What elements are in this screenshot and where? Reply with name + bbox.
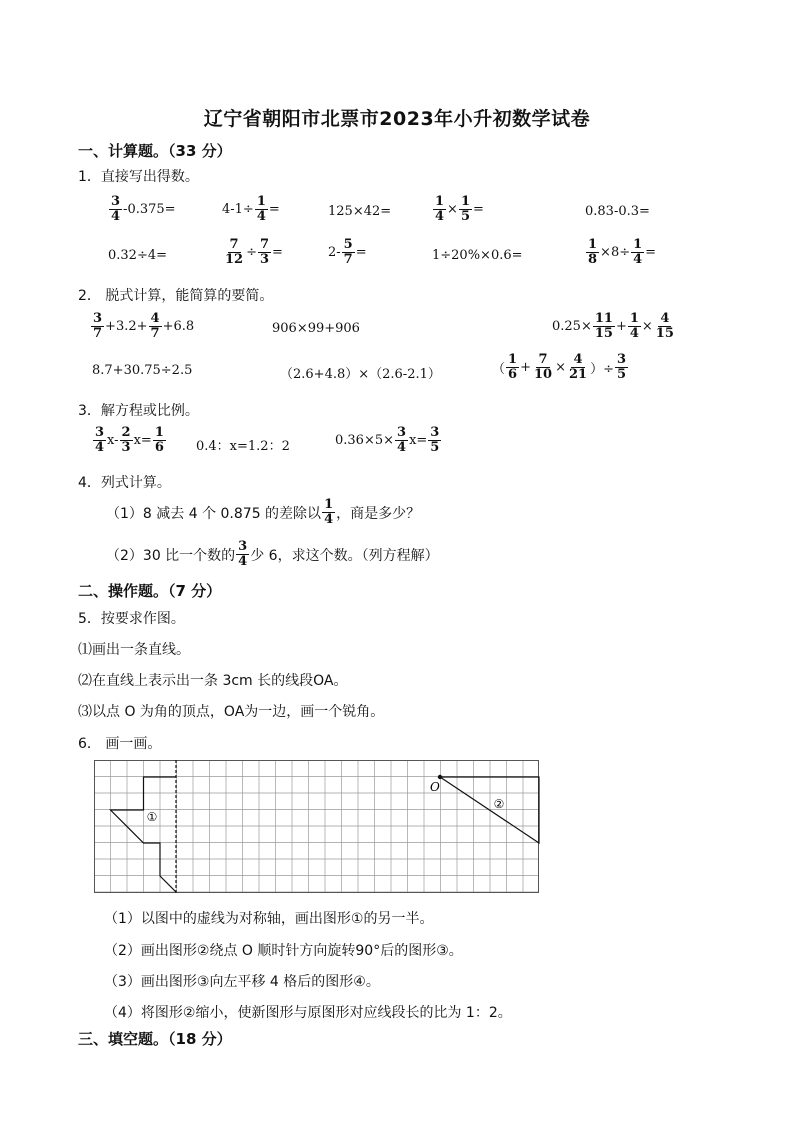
q1-item-g: $\frac{7}{12}$ ÷ $\frac{7}{3}$ =: [225, 237, 283, 267]
fraction: $\frac{5}{7}$: [343, 237, 353, 267]
q3-item-a: $\frac{3}{4}$ x- $\frac{2}{3}$ x= $\frac{1}{6}$: [95, 425, 164, 455]
q2-item-d: 8.7+30.75÷2.5: [92, 363, 193, 378]
section-2-heading: 二、操作题。（7 分）: [78, 582, 222, 600]
fraction: $\frac{3}{4}$: [238, 539, 248, 569]
question-6: 6． 画一画。: [78, 736, 162, 752]
fraction: $\frac{3}{4}$: [111, 194, 121, 224]
point-o-dot: [438, 775, 442, 779]
fraction: $\frac{4}{21}$: [568, 352, 588, 382]
question-5: 5．按要求作图。: [78, 611, 185, 627]
q6-step-1: （1）以图中的虚线为对称轴，画出图形①的另一半。: [104, 911, 434, 927]
q5-step-2: ⑵在直线上表示出一条 3cm 长的线段OA。: [78, 673, 348, 689]
shape-2-label: ②: [493, 797, 505, 811]
fraction: $\frac{7}{3}$: [260, 237, 270, 267]
grid-lines: [94, 760, 539, 893]
shape-1-label: ①: [146, 810, 158, 824]
fraction: $\frac{3}{7}$: [93, 311, 103, 341]
fraction: $\frac{11}{15}$: [594, 311, 613, 341]
fraction: $\frac{1}{8}$: [588, 237, 598, 267]
q2-item-b: 906×99+906: [272, 321, 360, 336]
point-o-label: O: [430, 780, 440, 794]
q6-step-4: （4）将图形②缩小，使新图形与原图形对应线段长的比为 1：2。: [104, 1005, 512, 1021]
page-title: 辽宁省朝阳市北票市2023年小升初数学试卷: [203, 108, 591, 130]
section-1-heading: 一、计算题。（33 分）: [78, 142, 232, 160]
fraction: $\frac{3}{4}$: [397, 425, 407, 455]
fraction: $\frac{3}{5}$: [430, 425, 440, 455]
fraction: $\frac{1}{6}$: [508, 352, 518, 382]
question-1: 1．直接写出得数。: [78, 169, 199, 185]
q1-item-i: 1÷20%×0.6=: [432, 248, 523, 263]
q3-item-b: 0.4：x=1.2：2: [196, 439, 290, 454]
grid-figure: [94, 760, 540, 894]
section-3-heading: 三、填空题。（18 分）: [78, 1030, 232, 1048]
fraction: $\frac{1}{4}$: [629, 311, 639, 341]
q2-item-c: 0.25× $\frac{11}{15}$ + $\frac{1}{4}$ × $\frac{4}{15}$: [552, 311, 674, 341]
q1-item-c: 125×42=: [328, 204, 392, 219]
q5-step-1: ⑴画出一条直线。: [78, 642, 190, 658]
fraction: $\frac{3}{4}$: [95, 425, 105, 455]
fraction: $\frac{4}{7}$: [150, 311, 160, 341]
q1-item-b: 4-1÷ $\frac{1}{4}$ =: [222, 194, 280, 224]
fraction: $\frac{3}{5}$: [616, 352, 627, 382]
q1-item-e: 0.83-0.3=: [585, 204, 650, 219]
shape-2-triangle: [440, 777, 539, 843]
fraction: $\frac{4}{15}$: [655, 311, 674, 341]
q4-part-2: （2）30 比一个数的 $\frac{3}{4}$ 少 6，求这个数。（列方程解）: [106, 539, 439, 569]
q2-item-e: （2.6+4.8）×（2.6-2.1）: [280, 367, 441, 382]
fraction: $\frac{2}{3}$: [121, 425, 131, 455]
fraction: $\frac{1}{4}$: [633, 237, 643, 267]
fraction: $\frac{1}{5}$: [460, 194, 470, 224]
fraction: $\frac{7}{12}$: [225, 237, 244, 267]
q1-item-f: 0.32÷4=: [108, 248, 168, 263]
q1-item-d: $\frac{1}{4}$ × $\frac{1}{5}$ =: [435, 194, 484, 224]
question-3: 3．解方程或比例。: [78, 403, 199, 419]
fraction: $\frac{1}{4}$: [256, 194, 266, 224]
q6-step-2: （2）画出图形②绕点 O 顺时针方向旋转90°后的图形③。: [104, 943, 463, 959]
q6-step-3: （3）画出图形③向左平移 4 格后的图形④。: [104, 974, 380, 990]
fraction: $\frac{7}{10}$: [533, 352, 553, 382]
fraction: $\frac{1}{4}$: [324, 497, 334, 527]
q1-item-j: $\frac{1}{8}$ ×8÷ $\frac{1}{4}$ =: [588, 237, 657, 267]
q5-step-3: ⑶以点 O 为角的顶点，OA为一边，画一个锐角。: [78, 704, 385, 720]
q2-item-f: （ $\frac{1}{6}$ + $\frac{7}{10}$ × $\frac{4}{21}$ ）÷ $\frac{3}{5}$: [492, 352, 627, 382]
fraction: $\frac{1}{6}$: [154, 425, 164, 455]
q3-item-c: 0.36×5× $\frac{3}{4}$ x= $\frac{3}{5}$: [335, 425, 440, 455]
q4-part-1: （1）8 减去 4 个 0.875 的差除以 $\frac{1}{4}$ ，商是多少？: [106, 497, 421, 527]
grid-border: [95, 761, 539, 893]
question-4: 4．列式计算。: [78, 475, 171, 491]
q1-item-h: 2- $\frac{5}{7}$ =: [328, 237, 367, 267]
q2-item-a: $\frac{3}{7}$ +3.2+ $\frac{4}{7}$ +6.8: [93, 311, 195, 341]
question-2: 2． 脱式计算，能简算的要简。: [78, 288, 274, 304]
fraction: $\frac{1}{4}$: [435, 194, 445, 224]
q1-item-a: $\frac{3}{4}$ -0.375=: [111, 194, 176, 224]
